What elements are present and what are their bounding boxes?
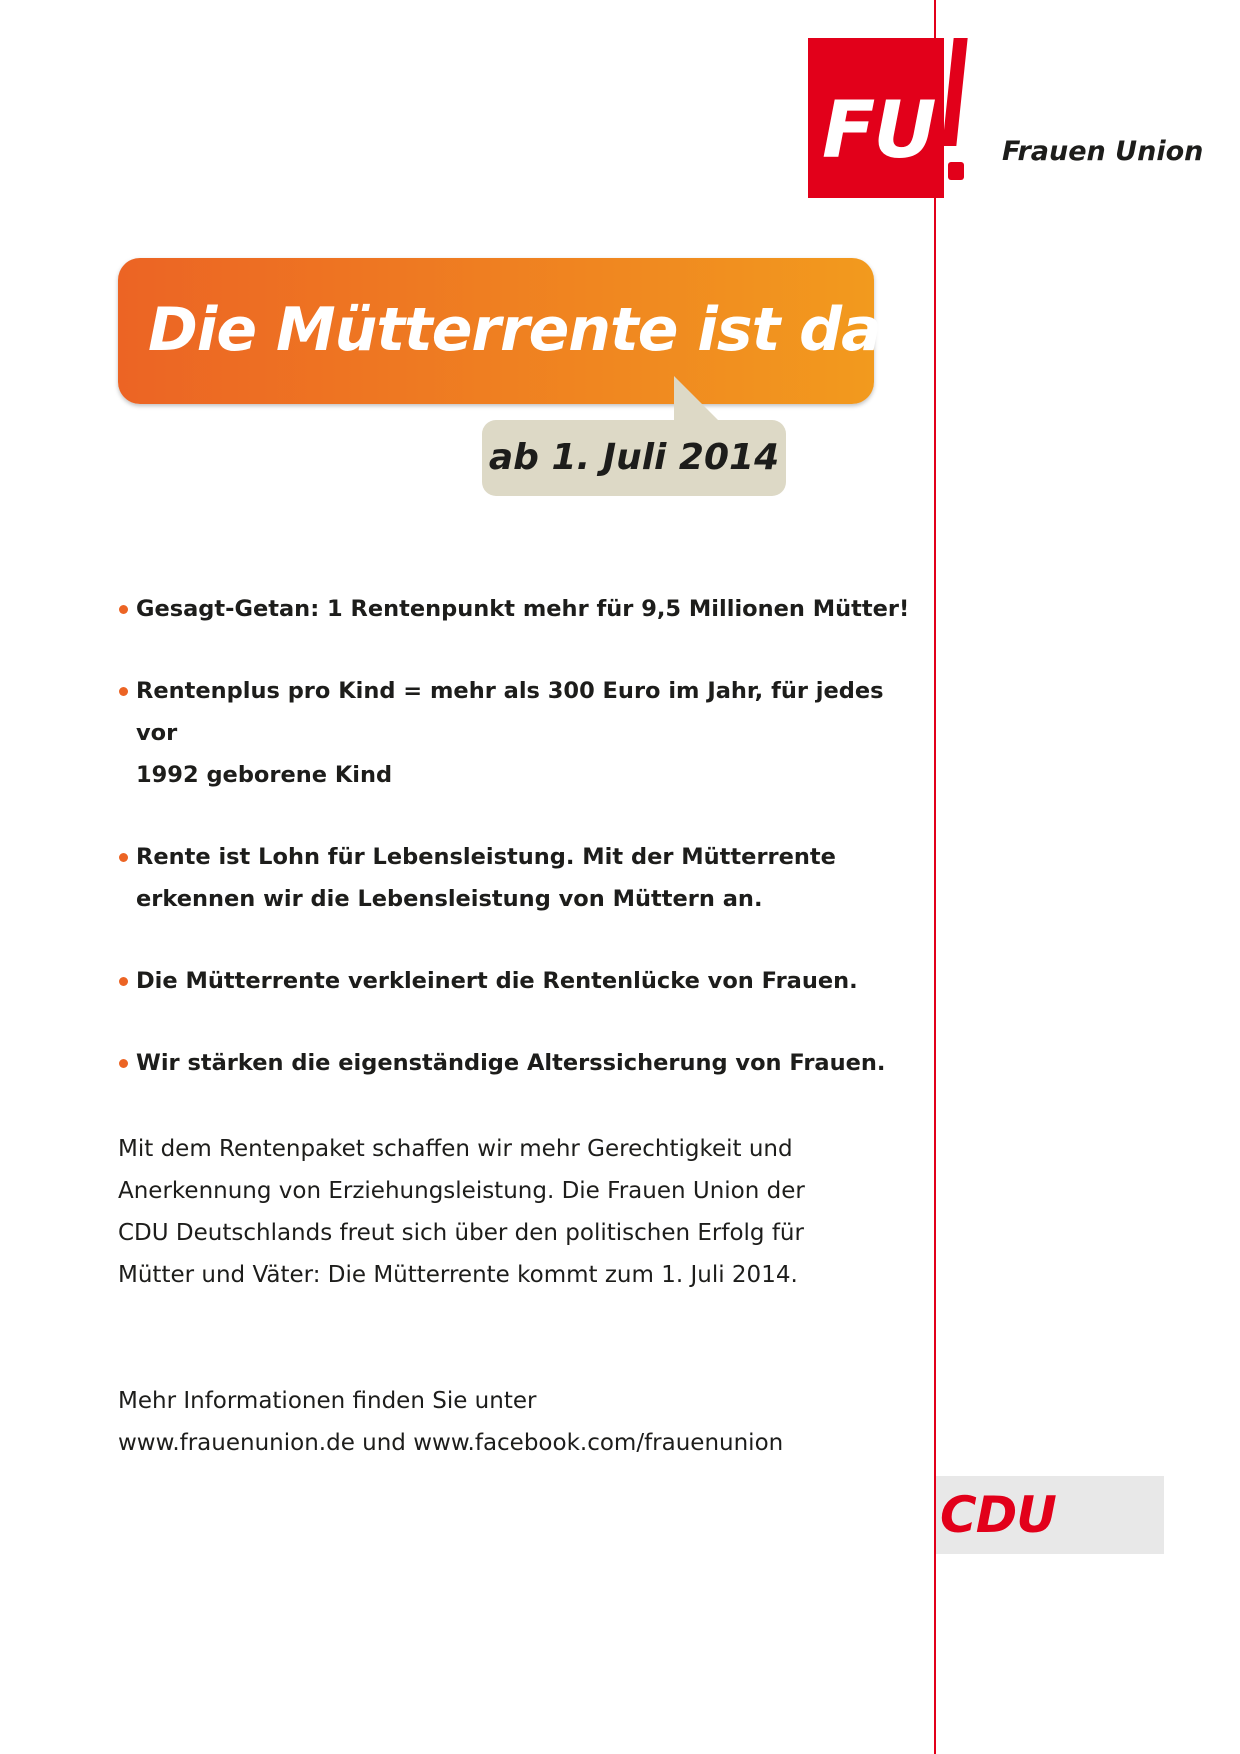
headline-subtitle: ab 1. Juli 2014 <box>488 437 780 478</box>
bullet-line: Die Mütterrente verkleinert die Rentenlücke von Frauen. <box>136 968 858 994</box>
bullet-line: Wir stärken die eigenständige Alterssicherung von Frauen. <box>136 1050 886 1076</box>
bullet-line: erkennen wir die Lebensleistung von Müttern an. <box>136 886 763 912</box>
fu-logo-exclamation-dot <box>948 162 964 180</box>
bullet-dot-icon <box>119 687 128 696</box>
bullet-line: Gesagt-Getan: 1 Rentenpunkt mehr für 9,5 Millionen Mütter! <box>136 596 910 622</box>
cdu-logo: CDU <box>940 1486 1056 1544</box>
fu-logo-letters: FU <box>822 86 935 176</box>
bullet-dot-icon <box>119 853 128 862</box>
paragraph-line: CDU Deutschlands freut sich über den politischen Erfolg für <box>118 1220 804 1246</box>
body-paragraph <box>118 1128 918 1296</box>
bullet-list <box>118 588 918 1124</box>
bullet-item <box>118 670 918 796</box>
bullet-line: Rentenplus pro Kind = mehr als 300 Euro im Jahr, für jedes vor <box>136 678 884 746</box>
paragraph-line: Mütter und Väter: Die Mütterrente kommt zum 1. Juli 2014. <box>118 1262 798 1288</box>
more-info <box>118 1380 918 1464</box>
paragraph-line: Mit dem Rentenpaket schaffen wir mehr Gerechtigkeit und <box>118 1136 793 1162</box>
info-line-links: www.frauenunion.de und www.facebook.com/frauenunion <box>118 1430 784 1456</box>
paragraph-line: Anerkennung von Erziehungsleistung. Die Frauen Union der <box>118 1178 805 1204</box>
bullet-line: 1992 geborene Kind <box>136 762 393 788</box>
bullet-item <box>118 1042 918 1084</box>
bullet-item <box>118 836 918 920</box>
headline-title: Die Mütterrente ist da! <box>148 295 907 365</box>
bullet-dot-icon <box>119 1059 128 1068</box>
frauen-union-name: Frauen Union <box>1002 136 1204 167</box>
bullet-dot-icon <box>119 605 128 614</box>
bullet-item <box>118 588 918 630</box>
bullet-line: Rente ist Lohn für Lebensleistung. Mit der Mütterrente <box>136 844 836 870</box>
bullet-item <box>118 960 918 1002</box>
speech-bubble-tail <box>674 376 718 420</box>
bullet-dot-icon <box>119 977 128 986</box>
frauen-union-logo <box>808 38 980 198</box>
info-line: Mehr Informationen finden Sie unter <box>118 1388 537 1414</box>
